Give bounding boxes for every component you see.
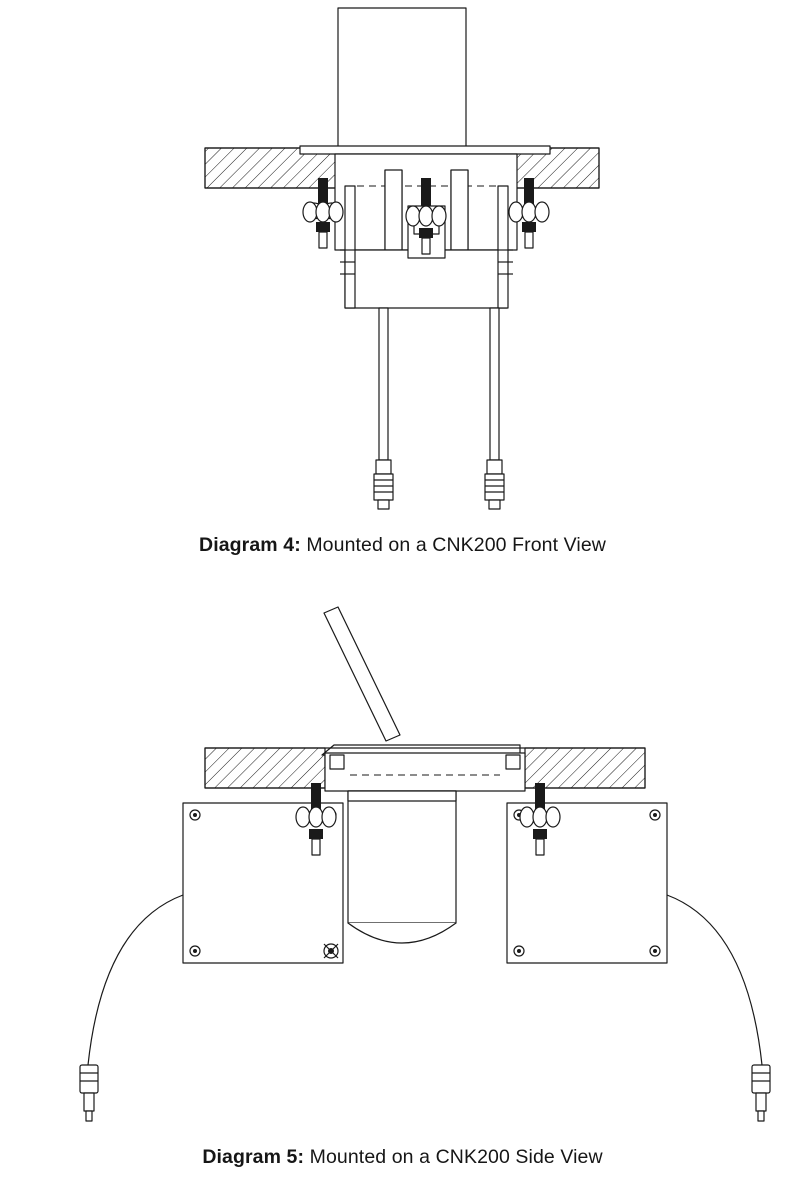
diagram-5-caption-text: Mounted on a CNK200 Side View [304,1146,603,1168]
cable-side-left [80,895,183,1121]
diagram-4-figure [0,0,805,520]
diagram-5-illustration [0,595,805,1140]
cable-right [485,308,504,509]
diagram-4-caption-label: Diagram 4: [199,534,301,556]
mount-plate-right [507,803,667,963]
diagram-4-caption [0,533,805,557]
diagram-4-illustration [0,0,805,520]
cable-left [374,308,393,509]
cable-side-right [667,895,770,1121]
diagram-4-caption-text: Mounted on a CNK200 Front View [300,534,606,556]
diagram-5-caption [0,1145,805,1169]
diagram-5-figure [0,595,805,1140]
diagram-5-caption-label: Diagram 5: [202,1146,305,1168]
mount-plate-left [183,803,343,963]
